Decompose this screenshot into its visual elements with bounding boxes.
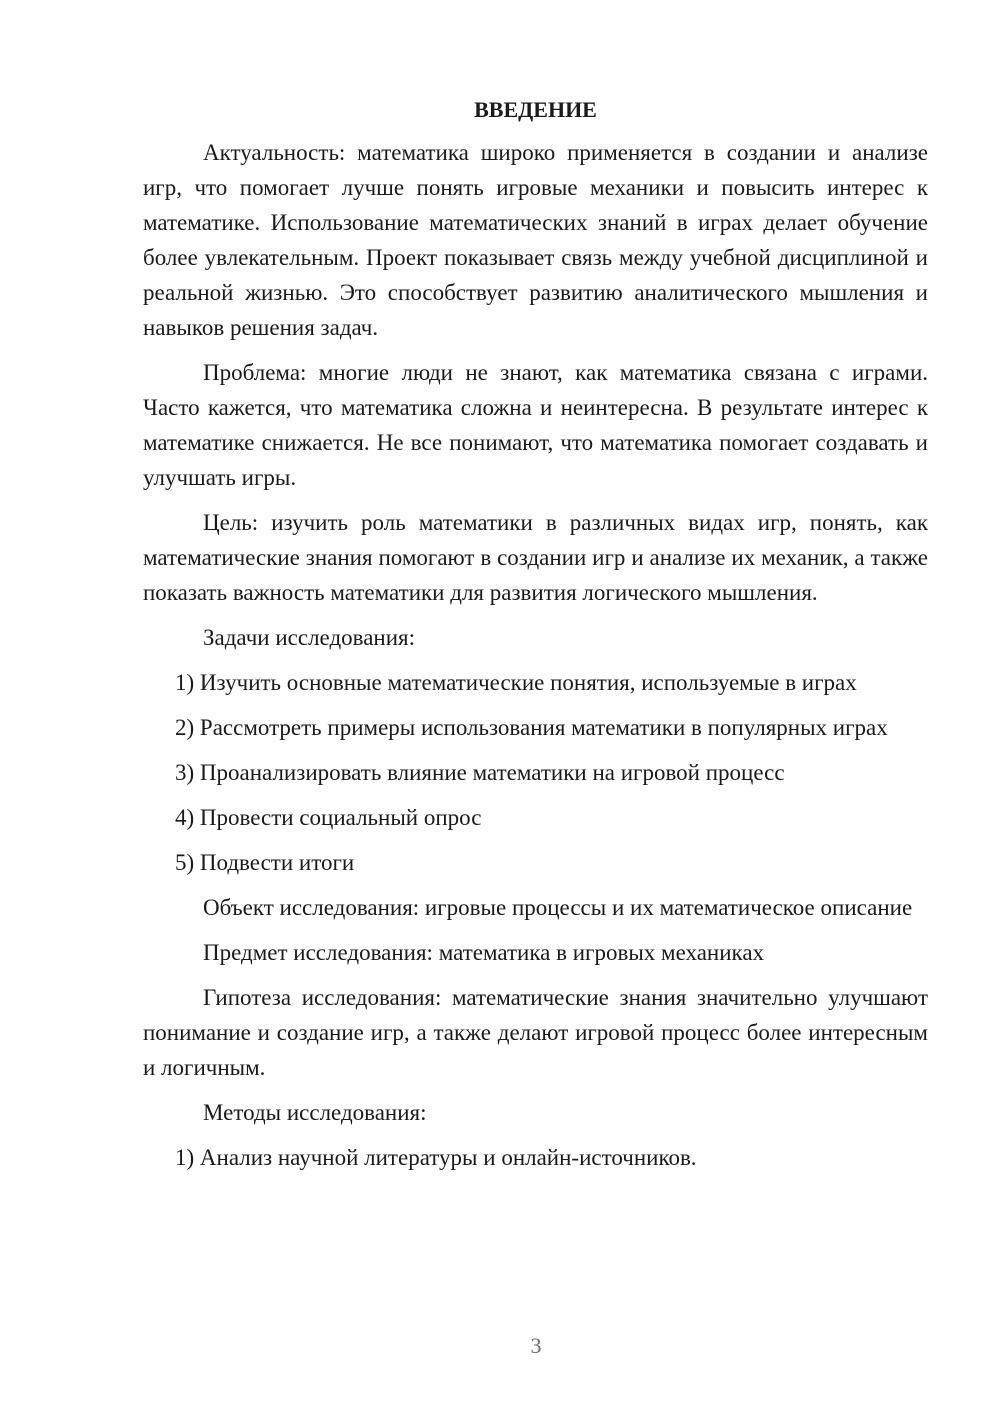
tasks-list [143, 665, 928, 880]
paragraph-goal: Цель: изучить роль математики в различных видах игр, понять, как математические знания помогают в создании игр и анализе их механик, а также показать важность математики для развития логического мышления. [143, 510, 928, 605]
page-number: 3 [530, 1333, 542, 1358]
tasks-heading: Задачи исследования: [203, 625, 416, 650]
methods-heading: Методы исследования: [203, 1100, 427, 1125]
list-item: 1) Изучить основные математические понятия, используемые в играх [175, 670, 857, 695]
paragraph-subject: Предмет исследования: математика в игровых механиках [203, 940, 765, 965]
list-item: 5) Подвести итоги [175, 850, 355, 875]
paragraph-object: Объект исследования: игровые процессы и их математическое описание [203, 895, 913, 920]
list-item: 3) Проанализировать влияние математики на игровой процесс [175, 760, 785, 785]
section-title: ВВЕДЕНИЕ [474, 97, 597, 122]
methods-list [143, 1140, 928, 1175]
document-page [143, 95, 928, 1185]
list-item: 1) Анализ научной литературы и онлайн-источников. [175, 1145, 697, 1170]
paragraph-hypothesis: Гипотеза исследования: математические знания значительно улучшают понимание и создание игр, а также делают игровой процесс более интересным и логичным. [143, 985, 928, 1080]
paragraph-problem: Проблема: многие люди не знают, как математика связана с играми. Часто кажется, что математика сложна и неинтересна. В результате интерес к математике снижается. Не все понимают, что математика помогает создавать и улучшать игры. [143, 360, 928, 490]
list-item: 4) Провести социальный опрос [175, 805, 482, 830]
paragraph-relevance: Актуальность: математика широко применяется в создании и анализе игр, что помогает лучше понять игровые механики и повысить интерес к математике. Использование математических знаний в играх делает обучение более увлекательным. Проект показывает связь между учебной дисциплиной и реальной жизнью. Это способствует развитию аналитического мышления и навыков решения задач. [143, 140, 928, 340]
list-item: 2) Рассмотреть примеры использования математики в популярных играх [175, 715, 888, 740]
